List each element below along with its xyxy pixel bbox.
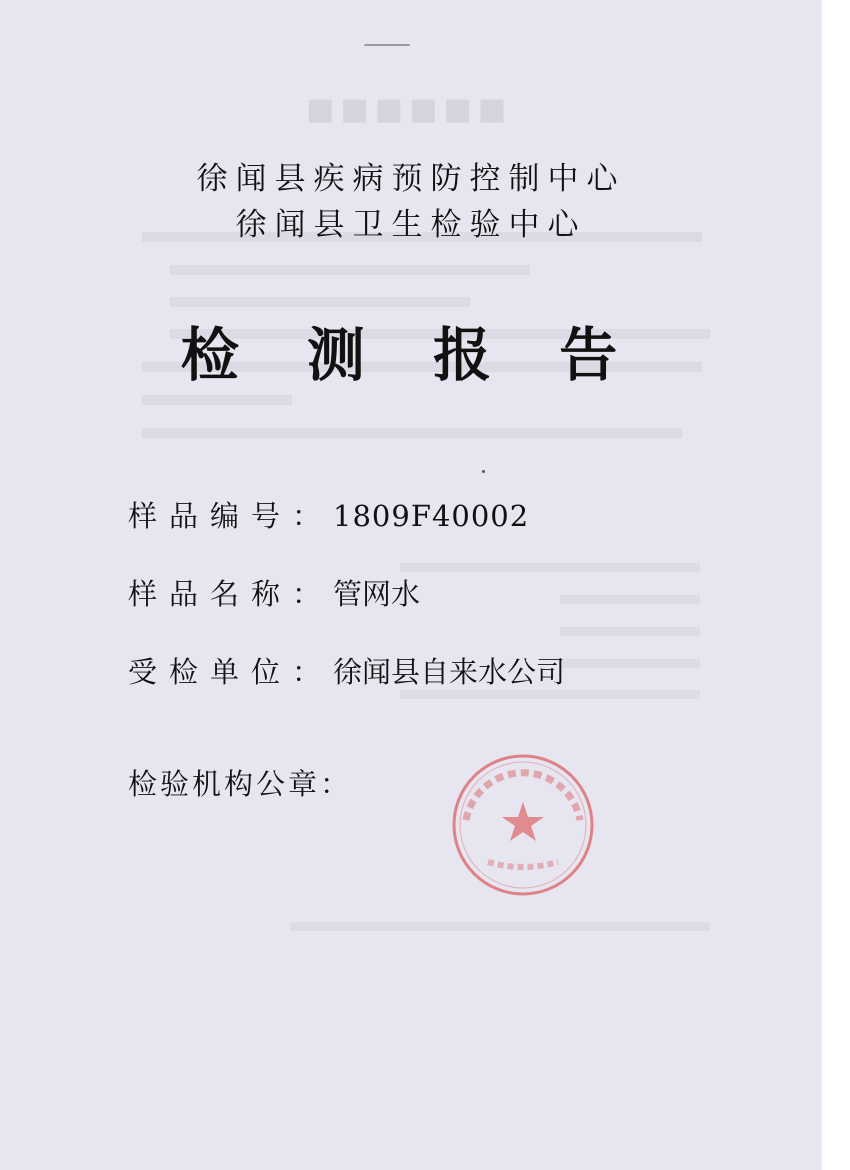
sample-name-row [128,572,420,613]
bleed-through-line [400,563,700,572]
organization-name-1: 徐闻县疾病预防控制中心 [196,161,626,197]
client-unit-label: 受检单位： [128,655,334,689]
institution-seal-label: 检验机构公章： [128,767,353,801]
bleed-through-line [290,922,710,931]
client-unit-value: 徐闻县自来水公司 [333,655,566,689]
sample-number-value: 1809F40002 [333,499,530,533]
report-title: 检 测 报 告 [180,321,642,389]
bleed-through-line [560,659,700,668]
sample-number-row [128,494,529,535]
sample-name-label: 样品名称： [128,577,334,611]
bleed-through-heading: ■■■■■■ [300,92,507,127]
staple-mark [364,44,410,50]
bleed-through-line [400,690,700,699]
bleed-through-line [142,395,292,405]
ink-dot [482,470,485,473]
client-unit-row [128,650,565,691]
scan-margin [822,0,850,1170]
institution-official-seal [448,750,598,900]
bleed-through-line [560,627,700,636]
bleed-through-line [170,297,470,307]
bleed-through-line [142,428,682,438]
sample-number-label: 样品编号： [128,499,334,533]
organization-name-2: 徐闻县卫生检验中心 [235,207,587,243]
bleed-through-line [170,265,530,275]
sample-name-value: 管网水 [333,577,421,611]
bleed-through-line [560,595,700,604]
